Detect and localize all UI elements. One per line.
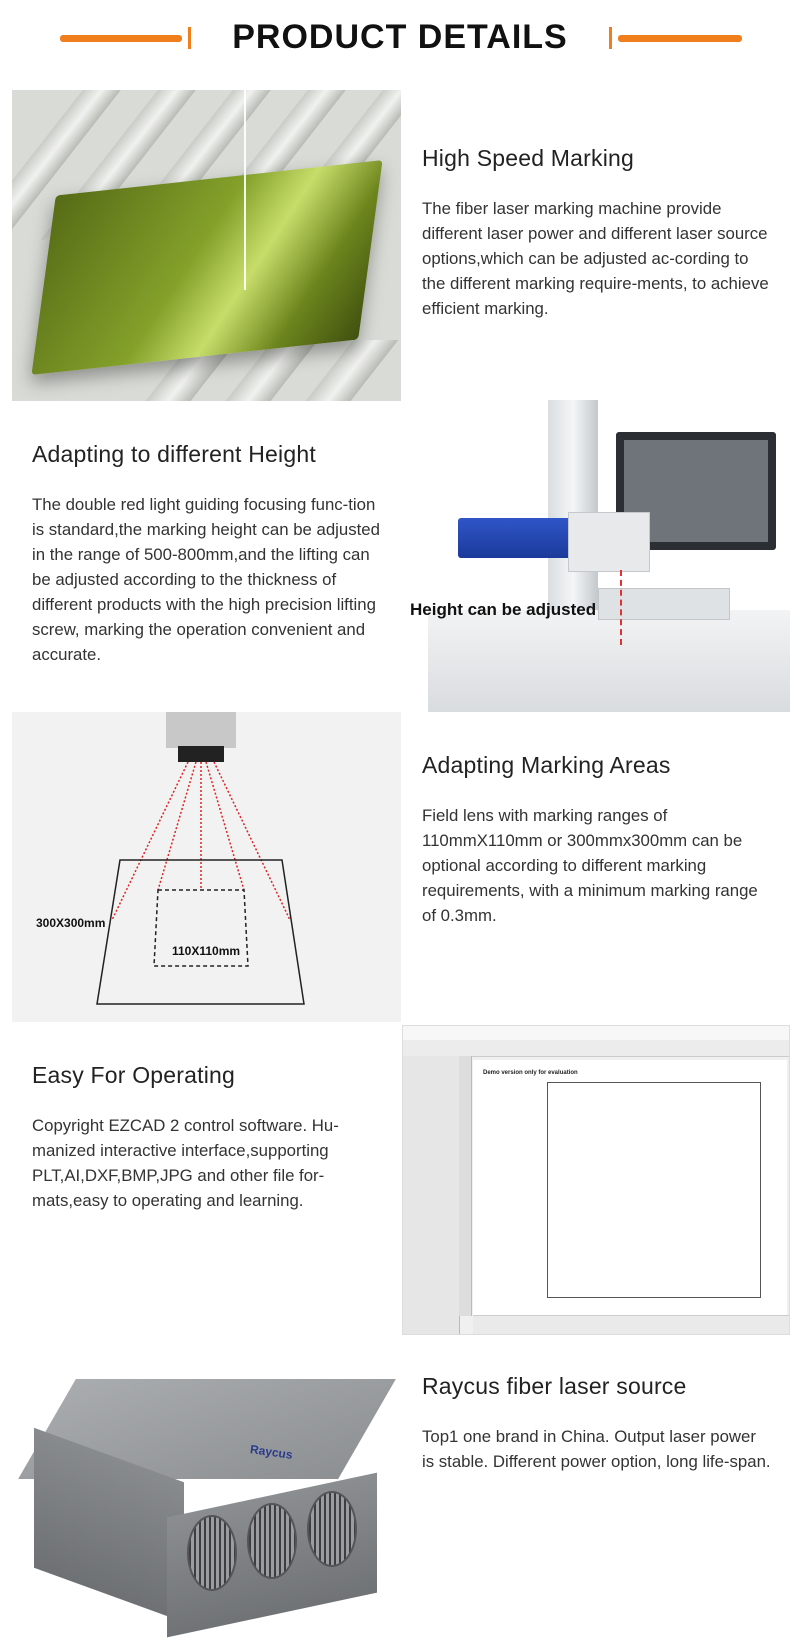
header-right-bar [618, 35, 742, 42]
section-body: The fiber laser marking machine provide different laser power and different laser source options,which can be adjusted ac-cording to the different marking require-ments, to achieve efficient marking. [422, 199, 769, 318]
section-easy-operating [32, 1062, 392, 1213]
marking-area-diagram [12, 712, 401, 1022]
section-adapting-height [32, 441, 392, 667]
outer-area-label: 300X300mm [36, 916, 106, 930]
section-title: Raycus fiber laser source [422, 1373, 687, 1399]
header-right-tick [609, 27, 612, 49]
green-plate-marking-image [12, 90, 401, 401]
height-adjust-label: Height can be adjusted [410, 600, 597, 619]
inner-area-label: 110X110mm [172, 944, 241, 958]
section-title: Adapting Marking Areas [422, 752, 671, 778]
section-raycus-source [422, 1373, 772, 1474]
section-body: The double red light guiding focusing func-tion is standard,the marking height can be adjusted in the range of 500-800mm,and the lifting can be adjusted according to the thickness of different products with the high precision lifting screw, marking the operation convenient and accurate. [32, 495, 380, 664]
section-title: High Speed Marking [422, 145, 634, 171]
section-title: Adapting to different Height [32, 441, 316, 467]
marking-machine-image [428, 400, 790, 712]
section-body: Field lens with marking ranges of 110mmX110mm or 300mmx300mm can be optional according to different marking requirements, with a minimum marking range of 0.3mm. [422, 806, 758, 925]
section-header [0, 0, 800, 80]
raycus-laser-source-image [12, 1335, 401, 1645]
section-title: Easy For Operating [32, 1062, 236, 1088]
section-body: Top1 one brand in China. Output laser power is stable. Different power option, long life-span. [422, 1427, 771, 1471]
section-high-speed-marking [422, 145, 772, 321]
raycus-logo: Raycus [249, 1442, 294, 1462]
section-marking-areas [422, 752, 772, 928]
section-body: Copyright EZCAD 2 control software. Hu-manized interactive interface,supporting PLT,AI,DXF,BMP,JPG and other file for-mats,easy to operating and learning. [32, 1116, 339, 1210]
ezcad-software-screenshot [402, 1025, 790, 1335]
page-title: PRODUCT DETAILS [232, 18, 568, 56]
software-demo-text: Demo version only for evaluation [483, 1070, 578, 1076]
